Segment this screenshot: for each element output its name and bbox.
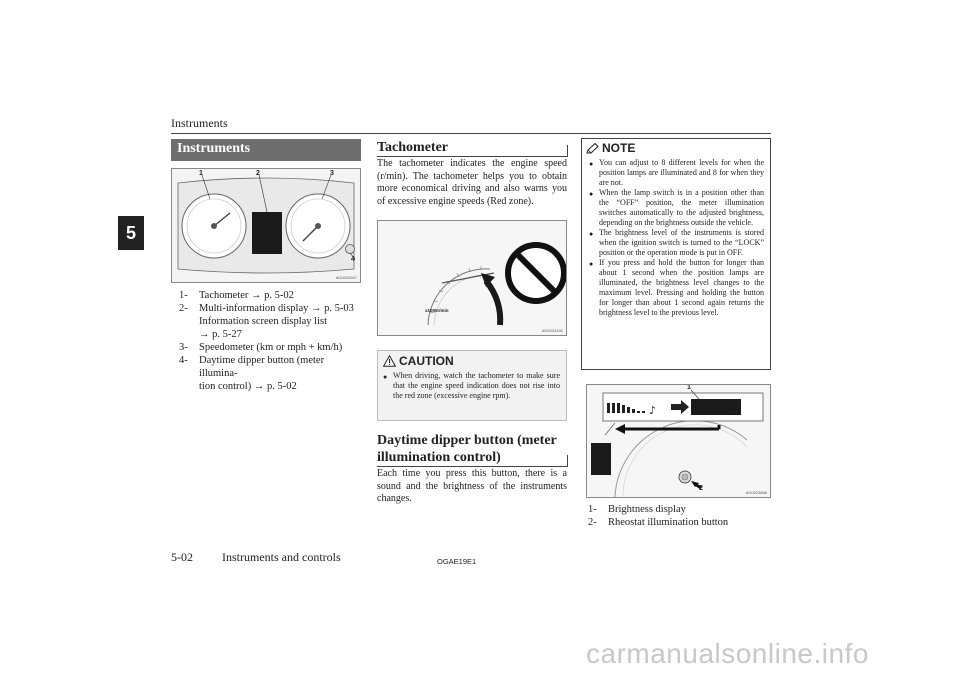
svg-text:♪: ♪ <box>733 404 741 417</box>
instrument-cluster-illustration <box>172 169 360 282</box>
bullet-icon: ● <box>589 230 594 238</box>
note-item <box>589 258 764 318</box>
list-item <box>179 354 364 380</box>
list-item-number: 3- <box>179 342 188 353</box>
list-item <box>179 341 364 354</box>
svg-text:♪: ♪ <box>649 404 657 417</box>
note-item-text: You can adjust to 8 different levels for when the position lamps are illuminated and 8 for when they are not. <box>599 158 764 187</box>
list-item-text: Daytime dipper button (meter illumina- <box>199 355 325 379</box>
list-item-sub: → p. 5-27 <box>199 329 242 340</box>
callout-1: 1 <box>199 170 203 177</box>
instrument-cluster-figure <box>171 168 361 283</box>
cluster-parts-list <box>179 289 364 393</box>
list-item <box>179 302 364 315</box>
note-item <box>589 188 764 228</box>
list-item-number: 2- <box>179 303 188 314</box>
watermark: carmanualsonline.info <box>586 638 869 669</box>
bullet-icon: ● <box>589 260 594 268</box>
tachometer-heading: Tachometer <box>377 139 567 157</box>
list-item <box>588 503 773 516</box>
tachometer-figure <box>377 220 567 336</box>
list-item-text: Multi-information display → p. 5-03 <box>199 303 354 314</box>
note-box <box>581 138 771 370</box>
footer-document-code: OGAE19E1 <box>437 557 477 566</box>
brightness-illustration <box>587 385 770 497</box>
list-item-sub: Information screen display list <box>199 316 328 327</box>
note-item <box>589 228 764 258</box>
dipper-heading <box>377 432 567 467</box>
bullet-icon: ● <box>589 190 594 198</box>
note-item <box>589 158 764 188</box>
header-rule <box>171 133 771 134</box>
callout-2: 2 <box>699 485 703 492</box>
figure-code: AG0023686 <box>745 490 767 495</box>
note-pencil-icon <box>586 143 599 154</box>
bullet-icon: ● <box>383 373 388 381</box>
tachometer-body: The tachometer indicates the engine speed (r/min). The tachometer helps you to obtain more economical driving and also warns you of excessive engine speeds (Red zone). <box>377 158 567 207</box>
list-item-text: Speedometer (km or mph + km/h) <box>199 342 343 353</box>
callout-1: 1 <box>687 384 691 391</box>
list-item-text: Tachometer → p. 5-02 <box>199 290 294 301</box>
running-head: Instruments <box>171 116 228 130</box>
footer-chapter-title: Instruments and controls <box>222 550 341 564</box>
list-item-text: Brightness display <box>608 504 686 515</box>
dipper-body: Each time you press this button, there is a sound and the brightness of the instruments changes. <box>377 468 567 504</box>
tachometer-illustration <box>378 221 566 335</box>
section-heading: Instruments <box>171 139 361 161</box>
callout-3: 3 <box>330 170 334 177</box>
caution-text: When driving, watch the tachometer to make sure that the engine speed indication does not rise into the red zone (excessive engine rpm). <box>393 371 560 400</box>
callout-4: 4 <box>351 256 355 263</box>
bullet-icon: ● <box>589 160 594 168</box>
callout-2: 2 <box>256 170 260 177</box>
caution-box <box>377 350 567 421</box>
figure-code: AG0023191 <box>541 328 563 333</box>
list-item-number: 4- <box>179 355 188 366</box>
brightness-figure <box>586 384 771 498</box>
list-item-number: 2- <box>588 517 597 528</box>
brightness-parts-list <box>588 503 773 529</box>
caution-item <box>383 371 560 401</box>
note-items <box>589 158 764 318</box>
list-item-sub: tion control) → p. 5-02 <box>199 381 297 392</box>
note-label: NOTE <box>602 141 636 155</box>
note-item-text: The brightness level of the instruments is stored when the ignition switch is turned to the “LOCK” position or the operation mode is put in OFF. <box>599 228 764 257</box>
caution-label: CAUTION <box>399 354 454 368</box>
warning-triangle-icon <box>383 355 396 367</box>
list-item-number: 1- <box>588 504 597 515</box>
list-item <box>179 289 364 302</box>
section-tab: 5 <box>118 216 144 250</box>
list-item-number: 1- <box>179 290 188 301</box>
dipper-heading-line-1: Daytime dipper button (meter <box>377 433 557 448</box>
list-item <box>588 516 773 529</box>
dipper-heading-line-2: illumination control) <box>377 450 501 465</box>
note-item-text: When the lamp switch is in a position other than the “OFF” position, the meter illumination switches automatically to the adjusted brightness, depending on the brightness outside the vehicle. <box>599 188 764 227</box>
tachometer-unit-label: x1000r/min <box>425 308 449 313</box>
note-item-text: If you press and hold the button for longer than about 1 second when the position lamps are illuminated, the brightness level changes to the maximum level. Pressing and holding the button for longer than about 1 second again returns the brightness level to the previous level. <box>599 258 764 317</box>
list-item-text: Rheostat illumination button <box>608 517 729 528</box>
footer-page-number: 5-02 <box>171 550 193 564</box>
figure-code: AG0020547 <box>335 275 357 280</box>
